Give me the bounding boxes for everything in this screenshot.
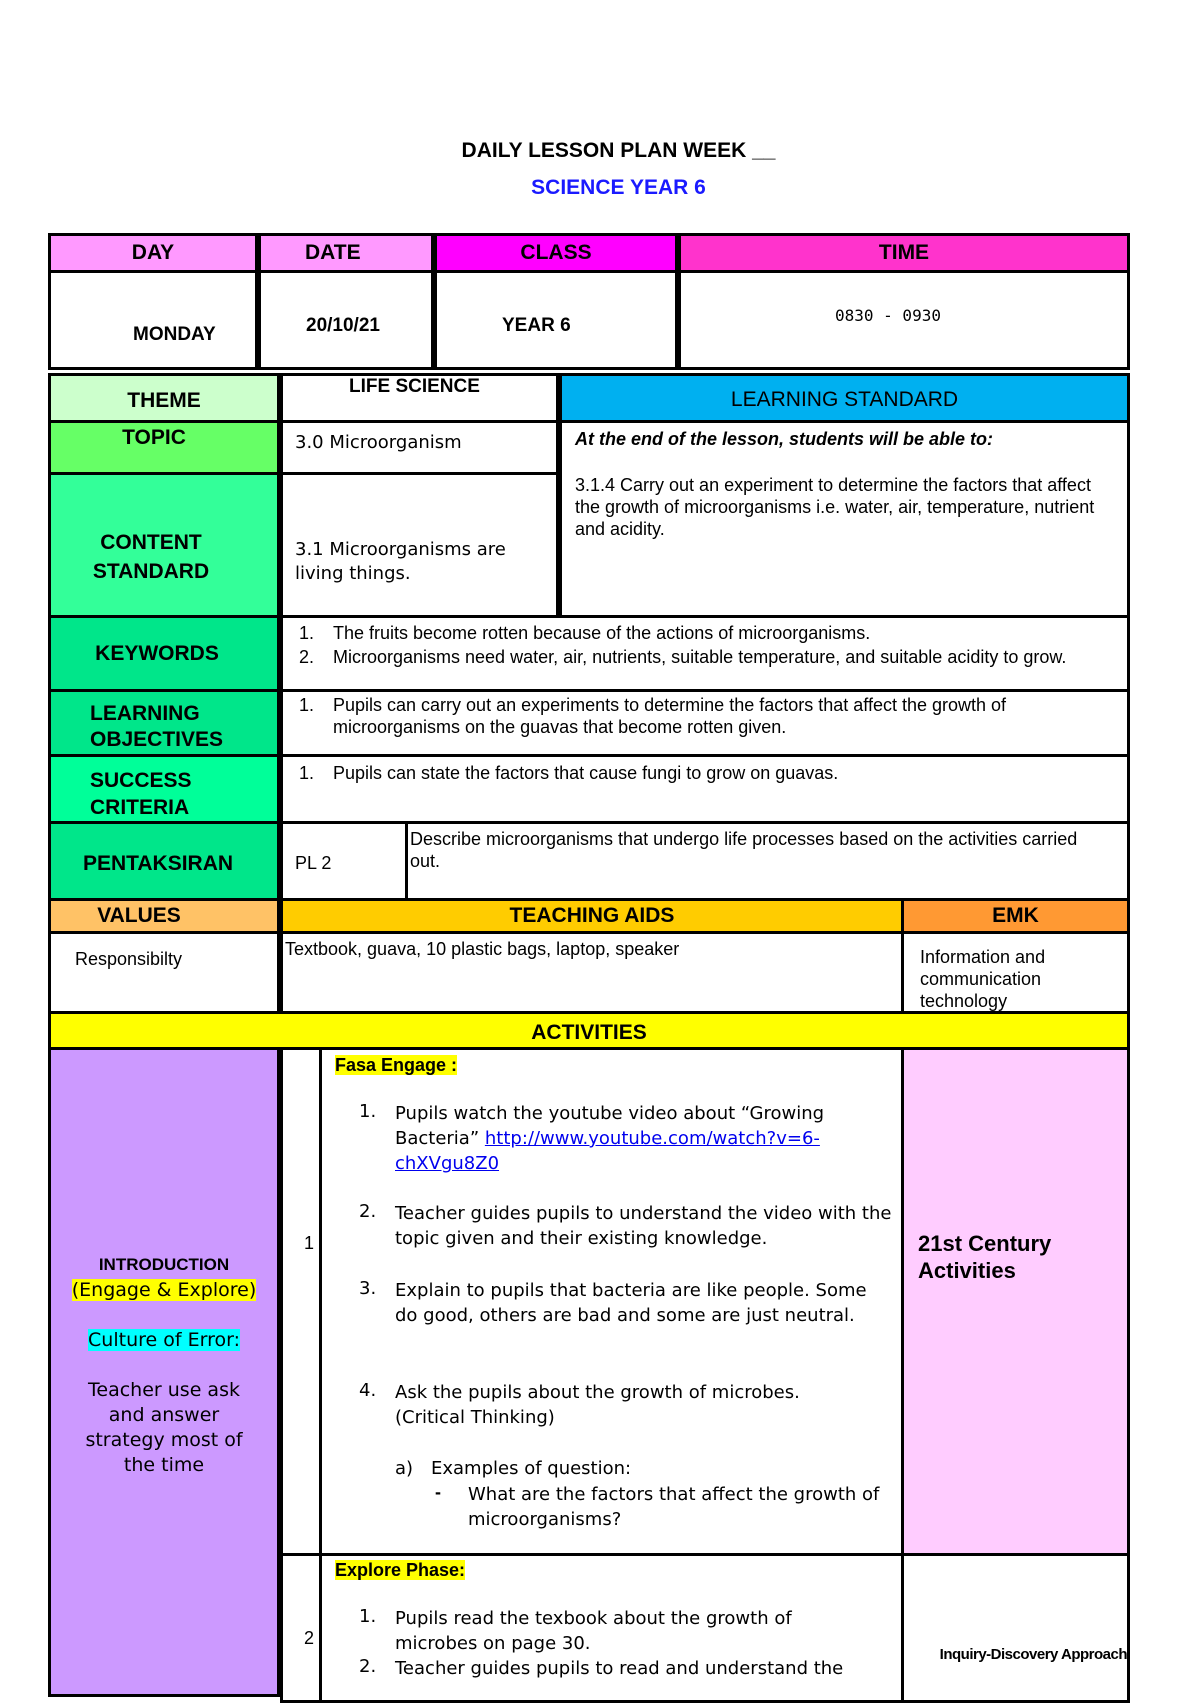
youtube-link[interactable]: http://www.youtube.com/watch?v=6-chXVgu8Z0 — [395, 1128, 820, 1174]
content-standard-cell — [280, 472, 559, 618]
step1-item2-num: 2. — [359, 1201, 377, 1222]
day-header: DAY — [48, 233, 258, 273]
step1-side-cell — [901, 1047, 1130, 1556]
step1-phase-row — [335, 1055, 457, 1076]
step2-item2-text: Teacher guides pupils to read and understand the — [395, 1658, 844, 1679]
teaching-aids-header: TEACHING AIDS — [280, 898, 904, 934]
step2-side-cell — [901, 1553, 1130, 1703]
date-header: DATE — [258, 233, 434, 273]
success-1-num: 1. — [299, 763, 315, 783]
time-value-cell — [678, 270, 1130, 370]
learning-standard-text: 3.1.4 Carry out an experiment to determine the factors that affect the growth of microorganisms i.e. water, air, temperature, nutrient and acidity. — [575, 475, 1095, 539]
step1-item4-text: Ask the pupils about the growth of microbes. (Critical Thinking) — [395, 1382, 800, 1428]
assessment-desc-cell — [405, 821, 1130, 901]
time-header: TIME — [678, 233, 1130, 273]
topic-value: 3.0 Microorganism — [295, 432, 462, 453]
step1-item1 — [395, 1101, 895, 1176]
success-cell — [280, 754, 1130, 824]
values-value: Responsibilty — [75, 949, 183, 969]
introduction-subtitle-row — [51, 1278, 277, 1302]
objectives-label-line1: LEARNING — [90, 702, 200, 725]
step1-item4-num: 4. — [359, 1380, 377, 1401]
time-value: 0830 - 0930 — [835, 306, 941, 325]
step2-phase: Explore Phase: — [335, 1560, 466, 1580]
day-value: MONDAY — [133, 324, 216, 345]
success-label-line1: SUCCESS — [90, 769, 192, 792]
assessment-level-cell — [280, 821, 408, 901]
learning-standard-header: LEARNING STANDARD — [559, 373, 1130, 423]
step2-side-text: Inquiry-Discovery Approach — [939, 1646, 1127, 1663]
theme-value-cell — [280, 373, 559, 423]
step1-content-cell — [319, 1047, 904, 1556]
objectives-cell — [280, 689, 1130, 757]
teaching-aids-cell — [280, 931, 904, 1014]
objective-1-text: Pupils can carry out an experiments to determine the factors that affect the growth of microorganisms on the guavas that become rotten given. — [333, 695, 1007, 737]
class-value-cell — [434, 270, 678, 370]
step1-side-text: 21st Century Activities — [918, 1231, 1052, 1283]
objectives-label — [48, 689, 280, 757]
emk-header: EMK — [901, 898, 1130, 934]
step1-item2-text: Teacher guides pupils to understand the video with the topic given and their existing knowledge. — [395, 1203, 892, 1249]
step1-phase: Fasa Engage : — [335, 1055, 458, 1075]
step1-sub-text: Examples of question: — [431, 1458, 632, 1479]
objective-1-num: 1. — [299, 695, 315, 715]
culture-row — [51, 1328, 277, 1352]
step2-item1-text: Pupils read the texbook about the growth of microbes on page 30. — [395, 1608, 792, 1654]
date-value-cell — [258, 270, 434, 370]
values-header: VALUES — [48, 898, 280, 934]
theme-label: THEME — [48, 373, 280, 423]
step1-bullet-marker: - — [435, 1482, 441, 1502]
content-standard-text: 3.1 Microorganisms are living things. — [295, 539, 506, 584]
introduction-subtitle: (Engage & Explore) — [71, 1279, 257, 1301]
introduction-cell — [48, 1047, 280, 1697]
emk-value: Information and communication technology — [920, 947, 1046, 1011]
keyword-1-num: 1. — [299, 623, 315, 643]
date-value: 20/10/21 — [306, 315, 380, 336]
culture-description: Teacher use ask and answer strategy most of the time — [85, 1379, 243, 1476]
day-value-cell — [48, 270, 258, 370]
activities-header: ACTIVITIES — [48, 1011, 1130, 1050]
step1-number-cell — [280, 1047, 322, 1556]
step2-content-cell — [319, 1553, 904, 1703]
step1-sub-marker: a) — [395, 1458, 414, 1479]
step1-bullet-text: What are the factors that affect the growth of microorganisms? — [468, 1484, 880, 1530]
step1-item1-text: Pupils watch the youtube video about “Growing Bacteria” — [395, 1103, 825, 1149]
step2-item1-num: 1. — [359, 1606, 377, 1627]
values-cell — [48, 931, 280, 1014]
step2-number-cell — [280, 1553, 322, 1703]
theme-value: LIFE SCIENCE — [349, 376, 480, 397]
keyword-1-text: The fruits become rotten because of the actions of microorganisms. — [333, 623, 871, 643]
culture-of-error: Culture of Error: — [88, 1329, 240, 1351]
topic-value-cell — [280, 420, 559, 475]
objectives-label-line2: OBJECTIVES — [90, 728, 224, 751]
content-standard-label — [48, 472, 280, 618]
keyword-2-text: Microorganisms need water, air, nutrients, suitable temperature, and suitable acidity to grow. — [333, 647, 1067, 667]
content-standard-label-line1: CONTENT — [100, 531, 202, 554]
keywords-label: KEYWORDS — [48, 615, 280, 692]
page-subtitle: SCIENCE YEAR 6 — [531, 176, 706, 199]
topic-label: TOPIC — [48, 420, 280, 475]
content-standard-label-line2: STANDARD — [92, 560, 210, 583]
class-header: CLASS — [434, 233, 678, 273]
step2-number: 2 — [304, 1628, 315, 1648]
class-value: YEAR 6 — [502, 315, 571, 336]
teaching-aids-value: Textbook, guava, 10 plastic bags, laptop, speaker — [285, 939, 680, 959]
success-1-text: Pupils can state the factors that cause fungi to grow on guavas. — [333, 763, 839, 783]
emk-cell — [901, 931, 1130, 1014]
step1-item3-num: 3. — [359, 1278, 377, 1299]
step1-number: 1 — [304, 1233, 315, 1253]
success-label — [48, 754, 280, 824]
learning-standard-cell — [559, 420, 1130, 618]
assessment-level: PL 2 — [295, 853, 332, 873]
keywords-cell — [280, 615, 1130, 692]
success-label-line2: CRITERIA — [90, 796, 190, 819]
step2-item2-num: 2. — [359, 1656, 377, 1677]
step2-phase-row — [335, 1560, 465, 1581]
keyword-2-num: 2. — [299, 647, 315, 667]
step1-item1-num: 1. — [359, 1101, 377, 1122]
assessment-label: PENTAKSIRAN — [48, 821, 280, 901]
page-title: DAILY LESSON PLAN WEEK __ — [461, 139, 776, 162]
introduction-title: INTRODUCTION — [98, 1255, 230, 1274]
assessment-desc: Describe microorganisms that undergo life processes based on the activities carried out. — [410, 829, 1078, 871]
step1-item3-text: Explain to pupils that bacteria are like people. Some do good, others are bad and some are just neutral. — [395, 1280, 867, 1326]
learning-standard-intro: At the end of the lesson, students will be able to: — [575, 429, 994, 449]
